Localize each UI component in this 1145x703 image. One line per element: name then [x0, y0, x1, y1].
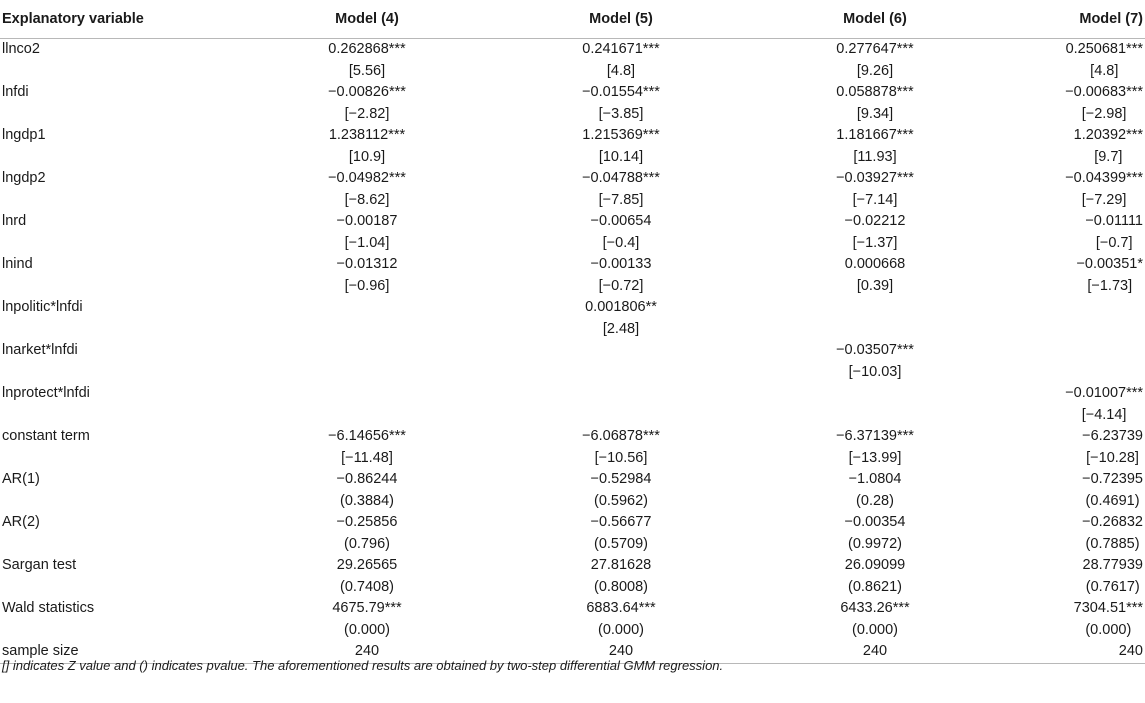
coefficient: −0.72395: [1082, 471, 1143, 487]
cell-content: [582, 82, 660, 125]
statistic: [−7.14]: [852, 191, 898, 208]
coefficient: −0.04982***: [328, 170, 406, 186]
statistic: [−10.28]: [1086, 449, 1139, 466]
table-row: [0, 254, 1145, 297]
cell-content: [591, 211, 652, 254]
cell-content: [328, 39, 405, 82]
row-label: lngdp2: [2, 170, 46, 186]
statistic: (0.796): [344, 535, 390, 552]
value-cell: [494, 39, 748, 83]
coefficient: 28.77939: [1082, 557, 1143, 573]
cell-content: [845, 555, 905, 598]
statistic: (0.8008): [593, 578, 648, 595]
value-cell: [748, 297, 1002, 340]
row-label: lnprotect*lnfdi: [2, 385, 90, 401]
value-cell: [240, 211, 494, 254]
coefficient: 1.238112***: [328, 127, 406, 143]
table-row: [0, 469, 1145, 512]
table-row: [0, 168, 1145, 211]
coefficient: 1.181667***: [836, 127, 914, 143]
value-cell: [494, 383, 748, 426]
cell-content: [845, 512, 906, 555]
value-cell: [494, 254, 748, 297]
cell-content: [1074, 598, 1143, 641]
table-row: [0, 383, 1145, 426]
value-cell: [494, 555, 748, 598]
value-cell: [240, 426, 494, 469]
cell-content: [337, 211, 398, 254]
statistic: (0.000): [1085, 621, 1132, 638]
value-cell: [1002, 469, 1145, 512]
coefficient: −0.26832: [1082, 514, 1143, 530]
value-cell: [240, 125, 494, 168]
cell-content: [591, 512, 652, 555]
cell-content: [337, 469, 398, 512]
cell-content: [836, 82, 913, 125]
cell-content: [1082, 512, 1143, 555]
cell-content: [1085, 211, 1143, 254]
value-cell: [1002, 426, 1145, 469]
value-cell: [748, 340, 1002, 383]
coefficient: 0.000668: [844, 256, 906, 272]
cell-content: [1065, 383, 1143, 426]
cell-content: [582, 125, 659, 168]
coefficient: −0.00354: [844, 514, 906, 530]
table-row: [0, 598, 1145, 641]
value-cell: [240, 340, 494, 383]
value-cell: [240, 168, 494, 211]
statistic: [4.8]: [1090, 62, 1119, 79]
value-cell: [1002, 641, 1145, 664]
value-cell: [240, 469, 494, 512]
statistic: (0.000): [344, 621, 390, 638]
statistic: [−11.48]: [341, 449, 393, 466]
value-cell: [240, 555, 494, 598]
cell-content: [337, 254, 398, 297]
value-cell: [494, 211, 748, 254]
table-row: [0, 340, 1145, 383]
statistic: [−7.29]: [1081, 191, 1127, 208]
table-row: [0, 39, 1145, 83]
coefficient: −0.01111: [1085, 213, 1143, 229]
coefficient: −0.04788***: [582, 170, 660, 186]
cell-content: [840, 598, 909, 641]
cell-content: [1082, 469, 1143, 512]
coefficient: 1.20392***: [1073, 127, 1143, 143]
value-cell: [748, 125, 1002, 168]
statistic: [−3.85]: [598, 105, 644, 122]
coefficient: 240: [608, 643, 634, 659]
coefficient: −6.37139***: [836, 428, 914, 444]
coefficient: 7304.51***: [1073, 600, 1143, 616]
coefficient: 0.241671***: [582, 41, 660, 57]
value-cell: [1002, 383, 1145, 426]
coefficient: −0.00654: [590, 213, 652, 229]
cell-content: [582, 39, 659, 82]
coefficient: −6.06878***: [582, 428, 660, 444]
coefficient: −0.01554***: [582, 84, 660, 100]
value-cell: [494, 168, 748, 211]
statistic: [−10.03]: [848, 363, 902, 380]
statistic: (0.7617): [1085, 578, 1140, 595]
coefficient: −6.23739: [1082, 428, 1143, 444]
statistic: [9.34]: [856, 105, 894, 122]
statistic: [10.14]: [598, 148, 644, 165]
value-cell: [1002, 82, 1145, 125]
cell-content: [845, 254, 905, 297]
coefficient: 27.81628: [590, 557, 652, 573]
value-cell: [748, 211, 1002, 254]
row-label: lnind: [2, 256, 33, 272]
value-cell: [748, 469, 1002, 512]
row-label: sample size: [0, 641, 240, 664]
statistic: (0.9972): [847, 535, 902, 552]
cell-content: [1066, 39, 1143, 82]
row-label: Sargan test: [2, 557, 77, 573]
cell-content: [1065, 168, 1143, 211]
header-variable: Explanatory variable: [0, 0, 240, 39]
cell-content: [337, 512, 398, 555]
coefficient: 0.250681***: [1065, 41, 1143, 57]
statistic: [−0.96]: [344, 277, 390, 294]
value-cell: [494, 82, 748, 125]
coefficient: −0.86244: [336, 471, 398, 487]
coefficient: −6.14656***: [328, 428, 406, 444]
value-cell: [748, 39, 1002, 83]
coefficient: 4675.79***: [332, 600, 402, 616]
row-label: AR(1): [2, 471, 40, 487]
value-cell: [748, 383, 1002, 426]
cell-content: [845, 211, 906, 254]
statistic: (0.5962): [593, 492, 648, 509]
cell-content: [585, 297, 657, 340]
coefficient: −0.01007***: [1065, 385, 1143, 401]
coefficient: −0.03927***: [836, 170, 914, 186]
coefficient: 1.215369***: [582, 127, 660, 143]
value-cell: [1002, 39, 1145, 83]
statistic: [−2.82]: [344, 105, 390, 122]
value-cell: [1002, 168, 1145, 211]
statistic: [11.93]: [853, 148, 897, 165]
value-cell: [240, 39, 494, 83]
cell-content: [591, 555, 651, 598]
statistic: [9.7]: [1094, 148, 1123, 165]
table-row: [0, 211, 1145, 254]
value-cell: [1002, 512, 1145, 555]
cell-content: [1074, 125, 1143, 168]
cell-content: [836, 168, 914, 211]
header-model-4: Model (4): [240, 0, 494, 39]
value-cell: [1002, 555, 1145, 598]
statistic: [0.39]: [856, 277, 894, 294]
table-row: [0, 125, 1145, 168]
coefficient: 6433.26***: [840, 600, 910, 616]
coefficient: 240: [862, 643, 888, 659]
coefficient: −0.00133: [590, 256, 652, 272]
coefficient: −0.00351*: [1076, 256, 1143, 272]
value-cell: [748, 426, 1002, 469]
table-row: [0, 555, 1145, 598]
coefficient: 29.26565: [336, 557, 398, 573]
statistic: [2.48]: [602, 320, 640, 337]
table-row: [0, 297, 1145, 340]
statistic: (0.5709): [593, 535, 648, 552]
row-label: AR(2): [2, 514, 40, 530]
value-cell: [1002, 254, 1145, 297]
coefficient: 26.09099: [844, 557, 906, 573]
coefficient: 0.001806**: [585, 299, 657, 315]
value-cell: [240, 383, 494, 426]
value-cell: [748, 598, 1002, 641]
coefficient: −0.03507***: [836, 342, 914, 358]
statistic: [−13.99]: [848, 449, 902, 466]
value-cell: [240, 598, 494, 641]
value-cell: [494, 426, 748, 469]
coefficient: −0.04399***: [1065, 170, 1143, 186]
value-cell: [748, 82, 1002, 125]
coefficient: 240: [1118, 643, 1143, 659]
row-label: lngdp1: [2, 127, 46, 143]
value-cell: [1002, 340, 1145, 383]
coefficient: −0.02212: [844, 213, 906, 229]
cell-content: [328, 426, 406, 469]
statistic: (0.3884): [339, 492, 394, 509]
table-footnote: [] indicates Z value and () indicates pvalue. The aforementioned results are obtained by two-step differential GMM regression.: [2, 658, 724, 673]
value-cell: [240, 82, 494, 125]
cell-content: [1076, 254, 1143, 297]
row-label: lnrd: [2, 213, 27, 229]
table-row: [0, 512, 1145, 555]
coefficient: −0.00187: [336, 213, 398, 229]
value-cell: [494, 340, 748, 383]
value-cell: [240, 254, 494, 297]
header-model-7: Model (7): [1002, 0, 1145, 39]
value-cell: [240, 297, 494, 340]
statistic: [−1.37]: [852, 234, 898, 251]
value-cell: [494, 512, 748, 555]
coefficient: −0.01312: [336, 256, 398, 272]
value-cell: [1002, 297, 1145, 340]
row-label: lnpolitic*lnfdi: [2, 299, 83, 315]
value-cell: [748, 555, 1002, 598]
statistic: (0.000): [598, 621, 644, 638]
value-cell: [748, 168, 1002, 211]
value-cell: [748, 254, 1002, 297]
coefficient: 0.262868***: [328, 41, 406, 57]
statistic: [−8.62]: [344, 191, 390, 208]
cell-content: [591, 469, 652, 512]
header-row: [0, 0, 1145, 39]
cell-content: [1065, 82, 1143, 125]
statistic: [−0.4]: [602, 234, 640, 251]
statistic: (0.8621): [847, 578, 902, 595]
cell-content: [1119, 641, 1143, 663]
cell-content: [329, 125, 405, 168]
statistic: [5.56]: [348, 62, 386, 79]
coefficient: 6883.64***: [586, 600, 656, 616]
cell-content: [836, 125, 913, 168]
coefficient: 0.058878***: [836, 84, 914, 100]
cell-content: [328, 82, 406, 125]
statistic: (0.7885): [1085, 535, 1140, 552]
value-cell: [1002, 125, 1145, 168]
row-label: constant term: [2, 428, 90, 444]
coefficient: −0.52984: [590, 471, 652, 487]
coefficient: 0.277647***: [836, 41, 914, 57]
value-cell: [1002, 211, 1145, 254]
coefficient: −1.0804: [848, 471, 902, 487]
value-cell: [494, 598, 748, 641]
cell-content: [582, 426, 660, 469]
value-cell: [1002, 598, 1145, 641]
statistic: [−2.98]: [1081, 105, 1127, 122]
statistic: (0.000): [852, 621, 898, 638]
cell-content: [586, 598, 655, 641]
value-cell: [494, 469, 748, 512]
statistic: [−0.72]: [598, 277, 644, 294]
statistic: [9.26]: [856, 62, 894, 79]
table-row: [0, 82, 1145, 125]
value-cell: [748, 512, 1002, 555]
cell-content: [328, 168, 406, 211]
header-model-6: Model (6): [748, 0, 1002, 39]
header-model-5: Model (5): [494, 0, 748, 39]
cell-content: [591, 254, 652, 297]
statistic: (0.28): [856, 492, 894, 509]
table-row: [0, 426, 1145, 469]
statistic: [−10.56]: [594, 449, 648, 466]
cell-content: [582, 168, 660, 211]
row-label: lnfdi: [2, 84, 29, 100]
cell-content: [836, 426, 914, 469]
coefficient: −0.00826***: [328, 84, 406, 100]
cell-content: [337, 555, 397, 598]
cell-content: [849, 469, 902, 512]
value-cell: [494, 297, 748, 340]
cell-content: [1083, 555, 1143, 598]
statistic: [−1.04]: [344, 234, 390, 251]
coefficient: −0.25856: [336, 514, 398, 530]
statistic: (0.4691): [1085, 492, 1140, 509]
coefficient: −0.56677: [590, 514, 652, 530]
cell-content: [1082, 426, 1143, 469]
row-label: llnco2: [2, 41, 40, 57]
statistic: [−0.7]: [1095, 234, 1133, 251]
value-cell: [240, 512, 494, 555]
table-body: [0, 39, 1145, 664]
coefficient: 240: [354, 643, 380, 659]
statistic: (0.7408): [339, 578, 394, 595]
statistic: [10.9]: [348, 148, 386, 165]
statistic: [−7.85]: [598, 191, 644, 208]
row-label: Wald statistics: [2, 600, 95, 616]
coefficient: −0.00683***: [1065, 84, 1143, 100]
row-label: lnarket*lnfdi: [2, 342, 78, 358]
cell-content: [332, 598, 401, 641]
statistic: [−4.14]: [1081, 406, 1127, 423]
value-cell: [494, 125, 748, 168]
cell-content: [863, 641, 887, 663]
statistic: [−1.73]: [1087, 277, 1133, 294]
cell-content: [836, 340, 914, 383]
value-cell: [748, 641, 1002, 664]
statistic: [4.8]: [606, 62, 636, 79]
cell-content: [836, 39, 913, 82]
